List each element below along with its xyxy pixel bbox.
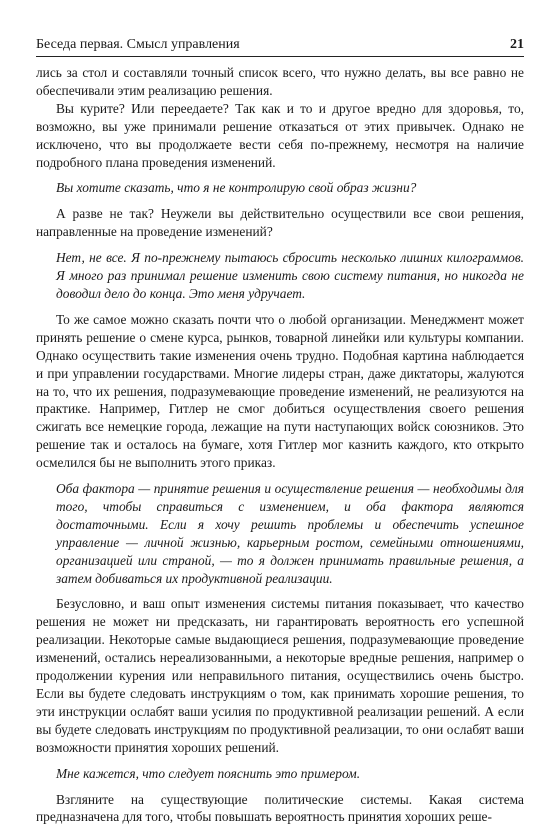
running-header [36, 33, 524, 53]
dialogue-question: Оба фактора — принятие решения и осуществление решения — необходимы для того, чтобы справиться с изменением, и оба фактора являются достаточными. Если я хочу решить проблемы и обеспечить успешное управление — личной жизнью, карьерным ростом, семейными отношениями, организацией или страной, — то я должен принимать правильные решения, а затем добиваться их продуктивной реализации. [56, 481, 524, 586]
paragraph-continued: лись за стол и составляли точный список всего, что нужно делать, вы все равно не обеспечивали этим реализацию решения. [36, 65, 524, 98]
paragraph: А разве не так? Неужели вы действительно осуществили все свои решения, направленные на проведение изменений? [36, 206, 524, 240]
paragraph: Взгляните на существующие политические системы. Какая система предназначена для того, чтобы повышать вероятность принятия хороших реше- [36, 791, 524, 825]
dialogue-question: Вы хотите сказать, что я не контролирую свой образ жизни? [56, 180, 417, 196]
page-number: 21 [510, 37, 524, 52]
dialogue-question: Нет, не все. Я по-прежнему пытаюсь сбросить несколько лишних килограммов. Я много раз принимал решение изменить свою систему питания, но никогда не доводил дело до конца. Это меня удручает. [56, 250, 524, 301]
chapter-title: Беседа первая. Смысл управления [36, 37, 240, 52]
paragraph: Безусловно, и ваш опыт изменения системы питания показывает, что качество решения не может ни предсказать, ни гарантировать вероятность его успешной реализации. Некоторые самые выдающиеся решения, подразумевающие проведение изменений, остались нереализованными, а некоторые вредные решения, например о продолжении курения или неправильного питания, осуществились очень быстро. Если вы будете следовать инструкциям о том, как принимать хорошие решения, то эти инструкции ослабят ваши усилия по продуктивной реализации решений. А если вы будете следовать инструкциям по продуктивной реализации, то они ослабят ваши возможности принятия хороших решений. [36, 596, 524, 755]
header-rule [36, 56, 524, 57]
paragraph: Вы курите? Или переедаете? Так как и то и другое вредно для здоровья, то, возможно, вы уже принимали решение отказаться от этих привычек. Однако не исключено, что вы продолжаете вести себя по-прежнему, несмотря на наличие подробного плана проведения изменений. [36, 100, 524, 170]
page-body [36, 64, 524, 826]
dialogue-question: Мне кажется, что следует пояснить это примером. [56, 765, 361, 781]
paragraph: То же самое можно сказать почти что о любой организации. Менеджмент может принять решение о смене курса, рынков, товарной линейки или культуры компании. Однако осуществить такие изменения очень трудно. Подобная картина наблюдается и при управлении государствами. Многие лидеры стран, даже диктаторы, жалуются на то, что их решения, подразумевающие проведение изменений, не реализуются на практике. Например, Гитлер не смог добиться осуществления своего решения сжигать все немецкие города, лежащие на пути наступающих войск союзников. Это решение так и осталось на бумаге, хотя Гитлер мог казнить каждого, кто открыто осмелился бы не выполнить этого приказ. [36, 311, 524, 471]
